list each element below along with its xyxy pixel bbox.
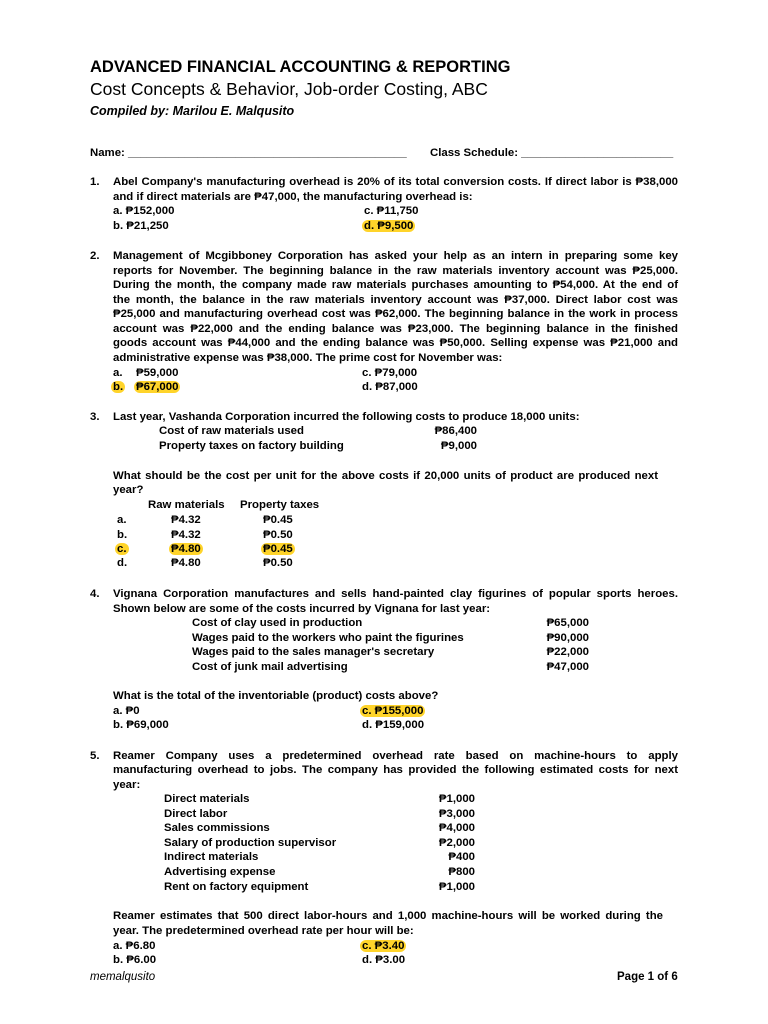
cost-label: Direct materials (164, 793, 250, 805)
question-text-line: What should be the cost per unit for the above costs if 20,000 units of product are produced next (113, 470, 658, 482)
option-a-letter: a. (113, 367, 123, 379)
option-b-letter-answer (111, 381, 125, 393)
question-number: 5. (90, 750, 100, 762)
cost-label: Cost of raw materials used (159, 425, 304, 437)
question-text-line: What is the total of the inventoriable (product) costs above? (113, 690, 439, 702)
cost-label: Direct labor (164, 808, 228, 820)
cost-label: Wages paid to the workers who paint the figurines (192, 632, 464, 644)
question-number: 2. (90, 250, 100, 262)
answer-highlight: d. ₱9,500 (364, 220, 414, 232)
option-a: a. ₱6.80 (113, 940, 156, 952)
option-letter-answer (115, 543, 129, 555)
answer-highlight: c. (117, 543, 127, 555)
option-letter: d. (117, 557, 128, 569)
question-text-line: Management of Mcgibboney Corporation has asked your help as an intern in preparing some key (113, 250, 678, 262)
question-text-line: Reamer Company uses a predetermined overhead rate based on machine-hours to apply (113, 750, 678, 762)
cost-label: Property taxes on factory building (159, 440, 344, 452)
question-text-line: year. The predetermined overhead rate per hour will be: (113, 925, 414, 937)
footer-author: memalqusito (90, 971, 156, 983)
question-text-line: goods account was ₱44,000 and the ending balance was ₱50,000. Selling expense was ₱21,000 and (113, 337, 678, 349)
option-b: b. ₱6.00 (113, 954, 157, 966)
question-text-line: the month, the balance in the raw materials inventory account was ₱37,000. Direct labor cost was (113, 294, 678, 306)
option-raw-materials: ₱4.32 (171, 529, 201, 541)
cost-label: Rent on factory equipment (164, 881, 309, 893)
cost-label: Salary of production supervisor (164, 837, 337, 849)
option-a-value: ₱59,000 (136, 367, 179, 379)
cost-value: ₱9,000 (440, 440, 477, 452)
cost-value: ₱90,000 (546, 632, 589, 644)
cost-value: ₱86,400 (434, 425, 477, 437)
cost-value: ₱1,000 (438, 881, 475, 893)
cost-label: Advertising expense (164, 866, 276, 878)
option-property-taxes: ₱0.50 (263, 557, 293, 569)
question-text-line: Last year, Vashanda Corporation incurred the following costs to produce 18,000 units: (113, 411, 580, 423)
cost-label: Cost of clay used in production (192, 617, 363, 629)
cost-value: ₱800 (448, 866, 475, 878)
question-number: 3. (90, 411, 100, 423)
compiled-by: Compiled by: Marilou E. Malqusito (90, 104, 295, 118)
column-header-raw-materials: Raw materials (148, 499, 225, 511)
cost-label: Sales commissions (164, 822, 270, 834)
option-property-taxes-answer (261, 543, 295, 555)
topic-title: Cost Concepts & Behavior, Job-order Costing, ABC (90, 79, 488, 99)
option-d: d. ₱3.00 (362, 954, 406, 966)
name-field-label: Name: ____________________________________________ (90, 147, 407, 159)
cost-value: ₱3,000 (438, 808, 475, 820)
question-text-line: administrative expense was ₱38,000. The prime cost for November was: (113, 352, 503, 364)
question-text-line: Abel Company's manufacturing overhead is 20% of its total conversion costs. If direct labor is ₱38,000 (113, 176, 678, 188)
question-text-line: manufacturing overhead to jobs. The company has provided the following estimated costs for next (113, 764, 678, 776)
option-property-taxes: ₱0.50 (263, 529, 293, 541)
cost-value: ₱65,000 (546, 617, 589, 629)
option-c-answer (360, 705, 425, 717)
question-text-line: and if direct materials are ₱47,000, the manufacturing overhead is: (113, 191, 473, 203)
answer-highlight: c. ₱3.40 (362, 940, 405, 952)
option-a: a. ₱0 (113, 705, 140, 717)
answer-highlight: ₱4.80 (171, 543, 201, 555)
footer-page-number: Page 1 of 6 (617, 971, 678, 983)
answer-highlight: b. (113, 381, 124, 393)
question-number: 1. (90, 176, 100, 188)
course-title: ADVANCED FINANCIAL ACCOUNTING & REPORTING (90, 58, 511, 76)
answer-highlight: c. ₱155,000 (362, 705, 424, 717)
question-number: 4. (90, 588, 100, 600)
cost-value: ₱47,000 (546, 661, 589, 673)
cost-value: ₱400 (448, 851, 475, 863)
option-d-answer (362, 220, 415, 232)
cost-label: Cost of junk mail advertising (192, 661, 348, 673)
question-text-line: During the month, the company made raw materials purchases amounting to ₱54,000. At the end of (113, 279, 678, 291)
question-text-line: ₱25,000 and manufacturing overhead cost was ₱62,000. The beginning balance in the work in process (113, 308, 678, 320)
option-b: b. ₱69,000 (113, 719, 169, 731)
cost-label: Indirect materials (164, 851, 259, 863)
option-letter: b. (117, 529, 128, 541)
cost-value: ₱4,000 (438, 822, 475, 834)
option-raw-materials-answer (169, 543, 203, 555)
option-d: d. ₱159,000 (362, 719, 425, 731)
question-text-line: account was ₱22,000 and the ending balance was ₱23,000. The beginning balance in the finished (113, 323, 678, 335)
cost-value: ₱2,000 (438, 837, 475, 849)
option-b-value-answer (134, 381, 180, 393)
option-b: b. ₱21,250 (113, 220, 169, 232)
column-header-property-taxes: Property taxes (240, 499, 320, 511)
option-c-answer (360, 940, 406, 952)
option-property-taxes: ₱0.45 (263, 514, 293, 526)
option-raw-materials: ₱4.32 (171, 514, 201, 526)
answer-highlight: ₱0.45 (263, 543, 293, 555)
question-text-line: Shown below are some of the costs incurred by Vignana for last year: (113, 603, 491, 615)
question-text-line: Vignana Corporation manufactures and sells hand-painted clay figurines of popular sports heroes. (113, 588, 678, 600)
option-a: a. ₱152,000 (113, 205, 175, 217)
cost-value: ₱1,000 (438, 793, 475, 805)
option-c: c. ₱11,750 (364, 205, 419, 217)
option-letter: a. (117, 514, 127, 526)
option-raw-materials: ₱4.80 (171, 557, 201, 569)
question-text-line: reports for November. The beginning balance in the raw materials inventory account was ₱25,000. (113, 265, 678, 277)
answer-highlight: ₱67,000 (136, 381, 179, 393)
cost-value: ₱22,000 (546, 646, 589, 658)
question-text-line: Reamer estimates that 500 direct labor-hours and 1,000 machine-hours will be worked during the (113, 910, 663, 922)
option-c: c. ₱79,000 (362, 367, 418, 379)
cost-label: Wages paid to the sales manager's secretary (192, 646, 435, 658)
question-text-line: year: (113, 779, 141, 791)
question-text-line: year? (113, 484, 144, 496)
class-schedule-label: Class Schedule: ________________________ (430, 147, 674, 159)
option-d: d. ₱87,000 (362, 381, 418, 393)
